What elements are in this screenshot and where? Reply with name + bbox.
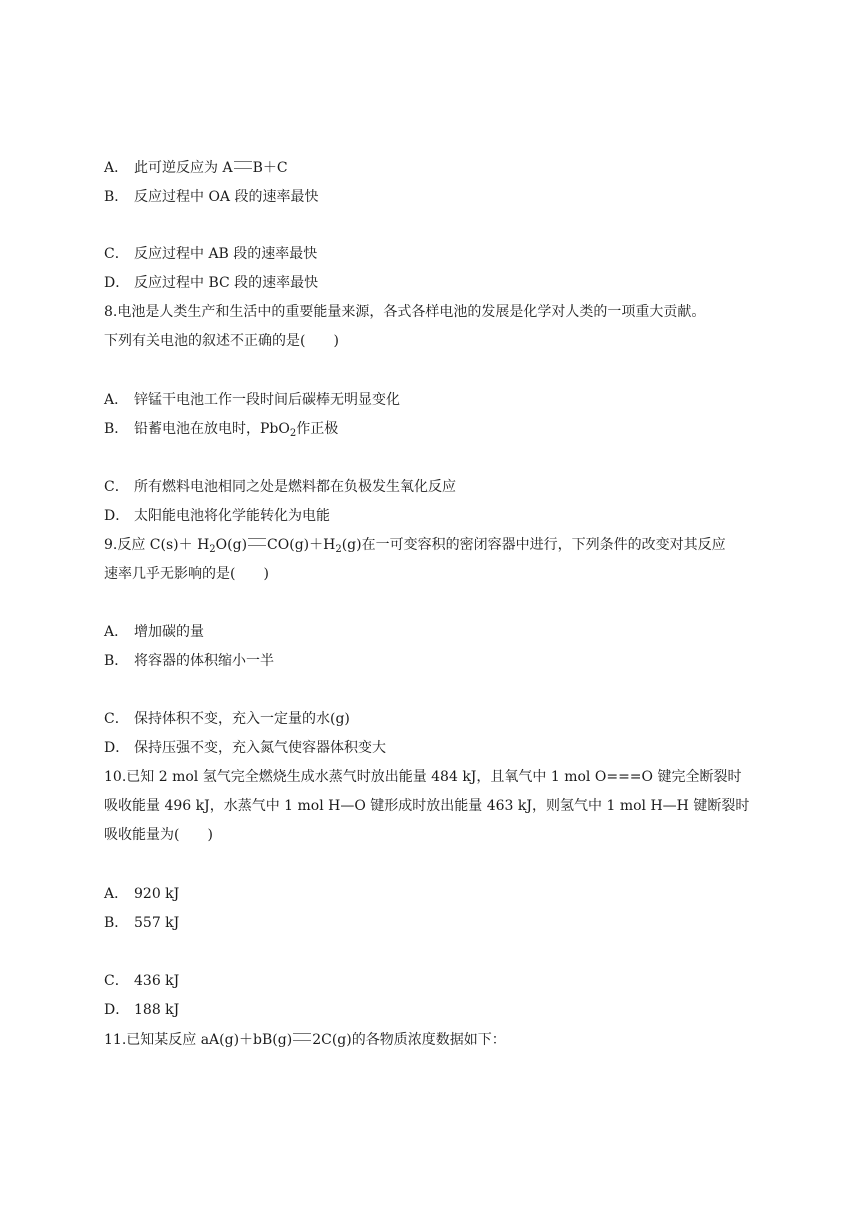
q9-option-c bbox=[104, 709, 350, 729]
q8-option-b bbox=[104, 419, 338, 439]
subscript: 2 bbox=[289, 428, 297, 439]
subscript: 2 bbox=[209, 544, 216, 555]
q7-option-d bbox=[104, 273, 318, 293]
q9-option-a bbox=[104, 622, 204, 642]
option-letter: D． bbox=[104, 1002, 130, 1018]
stem-text: CO(g)＋H bbox=[267, 537, 336, 553]
q8-option-c bbox=[104, 477, 456, 497]
q10-stem-line1: 10.已知 2 mol 氢气完全燃烧生成水蒸气时放出能量 484 kJ，且氧气中 1 mol O===O 键完全断裂时 bbox=[104, 769, 742, 785]
q7-option-b bbox=[104, 187, 319, 207]
option-letter: D． bbox=[104, 275, 130, 291]
option-letter: C． bbox=[104, 711, 129, 727]
q9-option-d bbox=[104, 738, 386, 758]
option-letter: A． bbox=[104, 886, 129, 902]
option-text: 436 kJ bbox=[134, 973, 180, 989]
option-text: 此可逆反应为 A bbox=[134, 160, 233, 176]
option-letter: A． bbox=[104, 624, 129, 640]
q8-stem-line2: 下列有关电池的叙述不正确的是( ) bbox=[104, 333, 339, 349]
option-letter: C． bbox=[104, 479, 129, 495]
q7-option-a bbox=[104, 158, 288, 178]
option-letter: C． bbox=[104, 246, 129, 262]
option-text: 将容器的体积缩小一半 bbox=[134, 653, 274, 669]
q9-stem-line1 bbox=[104, 535, 726, 555]
option-text: 保持压强不变，充入氮气使容器体积变大 bbox=[134, 740, 386, 756]
q8-stem-line1: 8.电池是人类生产和生活中的重要能量来源，各式各样电池的发展是化学对人类的一项重大贡献。 bbox=[104, 304, 706, 320]
option-text: 太阳能电池将化学能转化为电能 bbox=[134, 508, 330, 524]
option-text: 反应过程中 BC 段的速率最快 bbox=[134, 275, 319, 291]
option-text: 所有燃料电池相同之处是燃料都在负极发生氧化反应 bbox=[134, 479, 456, 495]
q7-option-c bbox=[104, 244, 317, 264]
option-letter: B． bbox=[104, 421, 129, 437]
q10-stem-line2: 吸收能量 496 kJ，水蒸气中 1 mol H—O 键形成时放出能量 463 kJ，则氢气中 1 mol H—H 键断裂时 bbox=[104, 798, 750, 814]
option-text: B＋C bbox=[252, 160, 288, 176]
equilibrium-arrow-icon bbox=[293, 1033, 311, 1041]
q8-option-d bbox=[104, 506, 330, 526]
option-letter: B． bbox=[104, 653, 129, 669]
stem-text: 2C(g)的各物质浓度数据如下： bbox=[312, 1032, 506, 1048]
stem-text: 9.反应 C(s)＋ H bbox=[104, 537, 210, 553]
option-text: 920 kJ bbox=[134, 886, 180, 902]
q9-option-b bbox=[104, 651, 274, 671]
equilibrium-arrow-icon bbox=[234, 161, 252, 169]
option-text: 反应过程中 AB 段的速率最快 bbox=[134, 246, 318, 262]
q10-option-c bbox=[104, 971, 179, 991]
equilibrium-arrow-icon bbox=[248, 538, 266, 546]
q9-stem-line2: 速率几乎无影响的是( ) bbox=[104, 566, 269, 582]
option-letter: D． bbox=[104, 740, 130, 756]
q10-option-d bbox=[104, 1000, 179, 1020]
option-letter: A． bbox=[104, 160, 129, 176]
option-text: 铅蓄电池在放电时，PbO bbox=[134, 421, 290, 437]
stem-text: O(g) bbox=[215, 537, 248, 553]
option-text: 作正极 bbox=[296, 421, 339, 437]
option-text: 188 kJ bbox=[134, 1002, 180, 1018]
q10-stem-line3: 吸收能量为( ) bbox=[104, 827, 213, 843]
subscript: 2 bbox=[335, 544, 342, 555]
stem-text: (g)在一可变容积的密闭容器中进行，下列条件的改变对其反应 bbox=[341, 537, 726, 553]
option-text: 反应过程中 OA 段的速率最快 bbox=[134, 189, 319, 205]
q11-stem bbox=[104, 1030, 506, 1050]
option-letter: A． bbox=[104, 392, 129, 408]
option-letter: B． bbox=[104, 189, 129, 205]
option-text: 557 kJ bbox=[134, 915, 180, 931]
option-text: 增加碳的量 bbox=[134, 624, 204, 640]
option-letter: C． bbox=[104, 973, 129, 989]
option-letter: D． bbox=[104, 508, 130, 524]
option-text: 保持体积不变，充入一定量的水(g) bbox=[134, 711, 350, 727]
option-letter: B． bbox=[104, 915, 129, 931]
stem-text: 11.已知某反应 aA(g)＋bB(g) bbox=[104, 1032, 293, 1048]
option-text: 锌锰干电池工作一段时间后碳棒无明显变化 bbox=[134, 392, 400, 408]
q8-option-a bbox=[104, 390, 400, 410]
q10-option-b bbox=[104, 913, 179, 933]
q10-option-a bbox=[104, 884, 179, 904]
